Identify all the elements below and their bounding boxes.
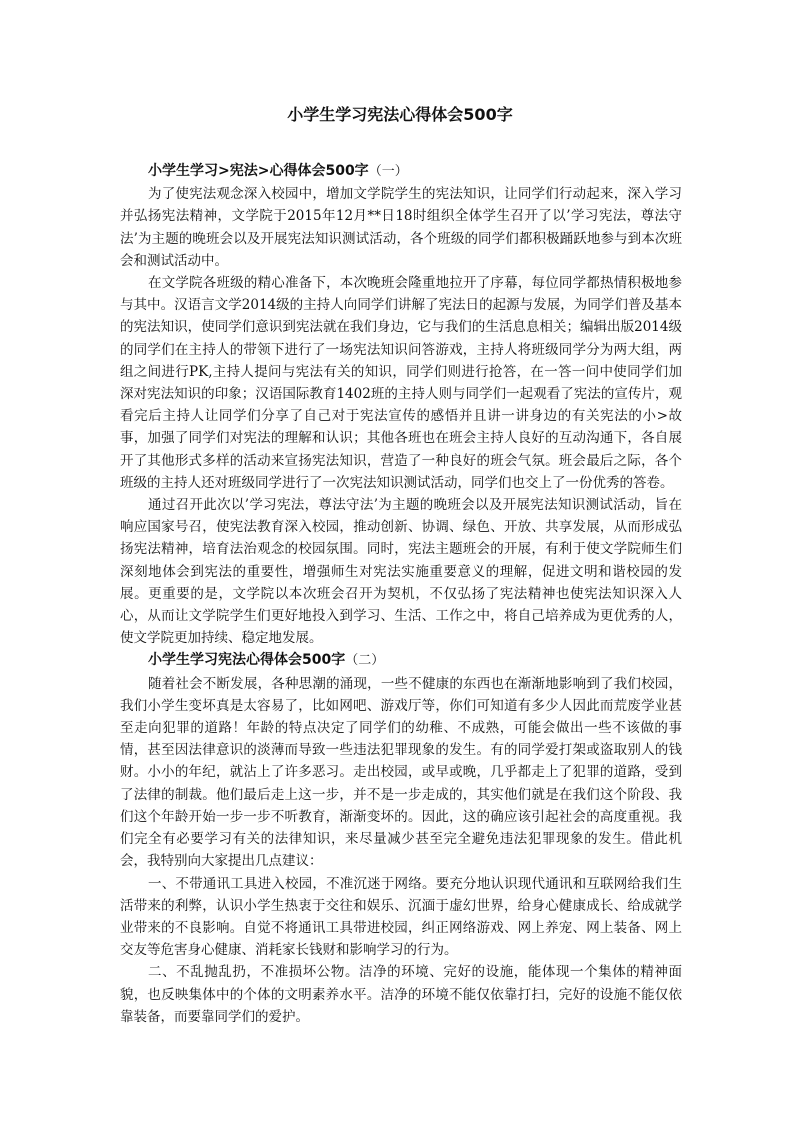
paragraph: 通过召开此次以’学习宪法，尊法守法’为主题的晚班会以及开展宪法知识测试活动，旨在响应国家号召，使宪法教育深入校园，推动创新、协调、绿色、开放、共享发展，从而形成弘扬宪法精神，培育法治观念的校园氛围。同时，宪法主题班会的开展，有利于使文学院师生们深刻地体会到宪法的重要性，增强师生对宪法实施重要意义的理解，促进文明和谐校园的发展。更重要的是，文学院以本次班会召开为契机，不仅弘扬了宪法精神也使宪法知识深入人心，从而让文学院学生们更好地投入到学习、生活、工作之中，将自己培养成为更优秀的人，使文学院更加持续、稳定地发展。: [120, 497, 682, 647]
document-body: [120, 160, 682, 1028]
section-heading-number: （二）: [345, 653, 385, 669]
paragraph: 二、不乱抛乱扔，不准损坏公物。洁净的环境、完好的设施，能体现一个集体的精神面貌，也反映集体中的个体的文明素养水平。洁净的环境不能仅依靠打扫，完好的设施不能仅依靠装备，而要靠同学们的爱护。: [120, 964, 682, 1025]
document-title: 小学生学习宪法心得体会500字: [287, 105, 513, 124]
section-heading-text: 小学生学习>宪法>心得体会500字: [148, 163, 369, 179]
section-heading: [120, 160, 682, 183]
paragraph: 为了使宪法观念深入校园中，增加文学院学生的宪法知识，让同学们行动起来，深入学习并弘扬宪法精神，文学院于2015年12月**日18时组织全体学生召开了以’学习宪法，尊法守法’为主题的晚班会以及开展宪法知识测试活动，各个班级的同学们都积极踊跃地参与到本次班会和测试活动中。: [120, 186, 682, 269]
paragraph: 随着社会不断发展，各种思潮的涌现，一些不健康的东西也在渐渐地影响到了我们校园，我们小学生变坏真是太容易了，比如网吧、游戏厅等，你们可知道有多少人因此而荒废学业甚至走向犯罪的道路！年龄的特点决定了同学们的幼稚、不成熟，可能会做出一些不该做的事情，甚至因法律意识的淡薄而导致一些违法犯罪现象的发生。有的同学爱打架或盗取别人的钱财。小小的年纪，就沾上了许多恶习。走出校园，或早或晚，几乎都走上了犯罪的道路，受到了法律的制裁。他们最后走上这一步，并不是一步走成的，其实他们就是在我们这个阶段、我们这个年龄开始一步一步不听教育，渐渐变坏的。因此，这的确应该引起社会的高度重视。我们完全有必要学习有关的法律知识，来尽量减少甚至完全避免违法犯罪现象的发生。借此机会，我特别向大家提出几点建议：: [120, 675, 682, 870]
paragraph: 一、不带通讯工具进入校园，不准沉迷于网络。要充分地认识现代通讯和互联网给我们生活带来的利弊，认识小学生热衷于交往和娱乐、沉湎于虚幻世界，给身心健康成长、给成就学业带来的不良影响。自觉不将通讯工具带进校园，纠正网络游戏、网上养宠、网上装备、网上交友等危害身心健康、消耗家长钱财和影响学习的行为。: [120, 875, 682, 959]
section-heading-number: （一）: [368, 164, 408, 179]
paragraph: 在文学院各班级的精心准备下，本次晚班会隆重地拉开了序幕，每位同学都热情积极地参与其中。汉语言文学2014级的主持人向同学们讲解了宪法日的起源与发展，为同学们普及基本的宪法知识，使同学们意识到宪法就在我们身边，它与我们的生活息息相关；编辑出版2014级的同学们在主持人的带领下进行了一场宪法知识问答游戏，主持人将班级同学分为两大组，两组之间进行PK,主持人提问与宪法有关的知识，同学们则进行抢答，在一答一问中使同学们加深对宪法知识的印象；汉语国际教育1402班的主持人则与同学们一起观看了宪法的宣传片，观看完后主持人让同学们分享了自己对于宪法宣传的感悟并且讲一讲身边的有关宪法的小>故事，加强了同学们对宪法的理解和认识；其他各班也在班会主持人良好的互动沟通下，各自展开了其他形式多样的活动来宣扬宪法知识，营造了一种良好的班会气氛。班会最后之际，各个班级的主持人还对班级同学进行了一次宪法知识测试活动，同学们也交上了一份优秀的答卷。: [120, 275, 682, 491]
section-heading: [120, 649, 682, 672]
section-heading-text: 小学生学习宪法心得体会500字: [148, 652, 346, 669]
